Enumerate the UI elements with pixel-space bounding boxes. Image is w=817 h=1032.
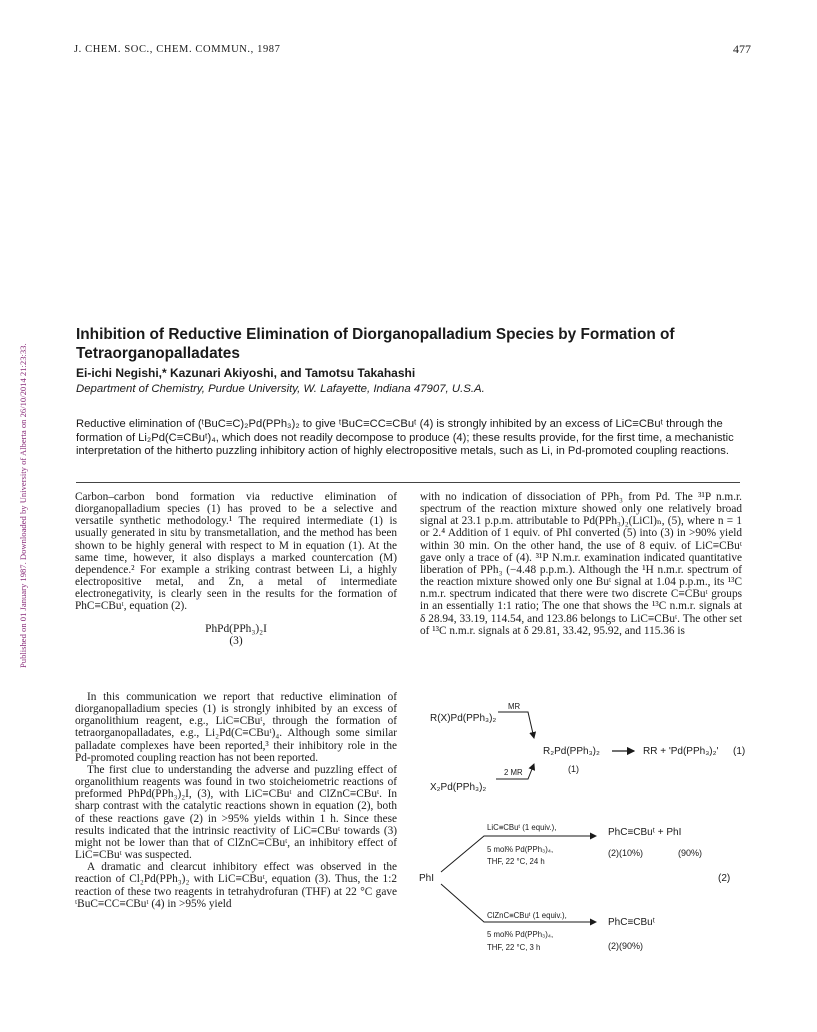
scheme1-intermediate: R₂Pd(PPh₃)₂	[543, 746, 600, 757]
left-paragraph-1: Carbon–carbon bond formation via reductive elimination of diorganopalladium species (1) has proved to be a selective and versatile synthetic methodology.¹ The required intermediate (1) is usually generated in situ by transmetallation, and the method has been shown to be highly general with respect to M in equation (1). At the same time, however, it also displays a marked countercation (M) dependence.² For example a striking contrast between Li, a highly electropositive metal, and Zn, a metal of intermediate electronegativity, is clearly seen in the results for the formation of PhC≡CBuᵗ, equation (2).	[75, 491, 397, 613]
journal-header: J. CHEM. SOC., CHEM. COMMUN., 1987	[74, 44, 281, 55]
scheme2-bottom-condition-2: 5 mol% Pd(PPh₃)₄,	[487, 930, 554, 939]
scheme2-bottom-product: PhC≡CBuᵗ	[608, 917, 655, 928]
download-note-text: Published on 01 January 1987. Downloaded by University of Alberta on 26/10/2014 21:23:33.	[18, 343, 28, 668]
compound-label: (3)	[229, 634, 243, 647]
abstract: Reductive elimination of (ᵗBuC≡C)₂Pd(PPh₃)₂ to give ᵗBuC≡CC≡CBuᵗ (4) is strongly inhibited by an excess of LiC≡CBuᵗ through the formation of Li₂Pd(C≡CBuᵗ)₄, which does not readily decompose to produce (4); these results provide, for the first time, a mechanistic interpretation of the hitherto puzzling inhibitory action of highly electropositive metals, such as Li, in Pd-promoted coupling reactions.	[76, 418, 734, 457]
affiliation: Department of Chemistry, Purdue University, W. Lafayette, Indiana 47907, U.S.A.	[76, 383, 485, 395]
page-number: 477	[733, 42, 751, 56]
author-list: Ei-ichi Negishi,* Kazunari Akiyoshi, and Tamotsu Takahashi	[76, 366, 416, 380]
left-paragraph-3: The first clue to understanding the adverse and puzzling effect of organolithium reagents was found in two stoicheiometric reactions of preformed PhPd(PPh₃)₂I, (3), with LiC≡CBuᵗ and ClZnC≡CBuᵗ. In sharp contrast with the catalytic reactions shown in equation (2), both of these reactions gave (2) in >95% yields within 1 h. Since these results indicated that the intrinsic reactivity of LiC≡CBuᵗ towards (3) might not be lower than that of ClZnC≡CBuᵗ, an inhibitory effect of LiC≡CBuᵗ was suspected.	[75, 763, 397, 862]
scheme2-start-phi: PhI	[419, 873, 435, 884]
scheme2-top-yield-1: (2)(10%)	[608, 848, 644, 858]
left-paragraph-2: In this communication we report that reductive elimination of diorganopalladium species (1) is strongly inhibited by an excess of organolithium reagent, e.g., LiC≡CBuᵗ, through the formation of tetraorganopalladates, e.g., Li₂Pd(C≡CBuᵗ)₄. Although some similar palladate complexes have been reported,³ their inhibitory role in the Pd-promoted coupling reaction has not been reported.	[75, 691, 397, 764]
right-paragraph-1: with no indication of dissociation of PPh₃ from Pd. The ³¹P n.m.r. spectrum of the reaction mixture showed only one relatively broad signal at 23.1 p.p.m. attributable to Pd(PPh₃)₂(LiCl)ₙ, (5), where n = 1 or 2.⁴ Addition of 1 equiv. of PhI converted (5) into (3) in >90% yield within 30 min. On the other hand, the use of 8 equiv. of LiC≡CBuᵗ gave only a trace of (4). ³¹P N.m.r. examination indicated quantitative liberation of PPh₃ (−4.48 p.p.m.). Although the ¹H n.m.r. spectrum of the reaction mixture showed only one Buᵗ signal at 1.04 p.p.m., its ¹³C n.m.r. spectrum indicated that there were two discrete C≡CBuᵗ groups in an essentially 1:1 ratio; The one that shows the ¹³C n.m.r. signals at δ 28.94, 33.19, 114.54, and 123.86 belongs to LiC≡CBuᵗ. The other set of ¹³C n.m.r. signals at δ 29.81, 33.42, 95.92, and 115.36 is	[420, 491, 742, 637]
scheme2-top-condition-2: 5 mol% Pd(PPh₃)₄,	[487, 845, 554, 854]
scheme2-bottom-condition-3: THF, 22 °C, 3 h	[487, 943, 541, 952]
scheme1-reactant-1: R(X)Pd(PPh₃)₂	[430, 713, 497, 724]
scheme2-equation-number: (2)	[718, 873, 731, 884]
scheme2-bottom-yield: (2)(90%)	[608, 941, 644, 951]
scheme2-top-condition-3: THF, 22 °C, 24 h	[487, 857, 545, 866]
left-paragraph-4: A dramatic and clearcut inhibitory effect was observed in the reaction of Cl₂Pd(PPh₃)₂ with LiC≡CBuᵗ, equation (3). Thus, the 1:2 reaction of these two reagents in tetrahydrofuran (THF) at 22 °C gave ᵗBuC≡CC≡CBuᵗ (4) in >95% yield	[75, 861, 397, 910]
scheme1-reactant-2: X₂Pd(PPh₃)₂	[430, 782, 487, 793]
scheme1-intermediate-label: (1)	[568, 764, 579, 774]
scheme1-products: RR + 'Pd(PPh₃)₂'	[643, 746, 719, 757]
scheme2-top-condition-1: LiC≡CBuᵗ (1 equiv.),	[487, 823, 557, 832]
scheme1-reagent-mr: MR	[508, 702, 521, 711]
scheme2-top-yield-2: (90%)	[678, 848, 703, 858]
compound-formula: PhPd(PPh₃)₂I	[205, 622, 267, 635]
scheme2-top-product: PhC≡CBuᵗ + PhI	[608, 827, 682, 838]
article-title: Inhibition of Reductive Elimination of Diorganopalladium Species by Formation of Tetraorganopalladates	[76, 326, 675, 362]
scheme1-reagent-2mr: 2 MR	[504, 768, 523, 777]
scheme2-bottom-condition-1: ClZnC≡CBuᵗ (1 equiv.),	[487, 911, 567, 920]
scheme1-equation-number: (1)	[733, 746, 746, 757]
